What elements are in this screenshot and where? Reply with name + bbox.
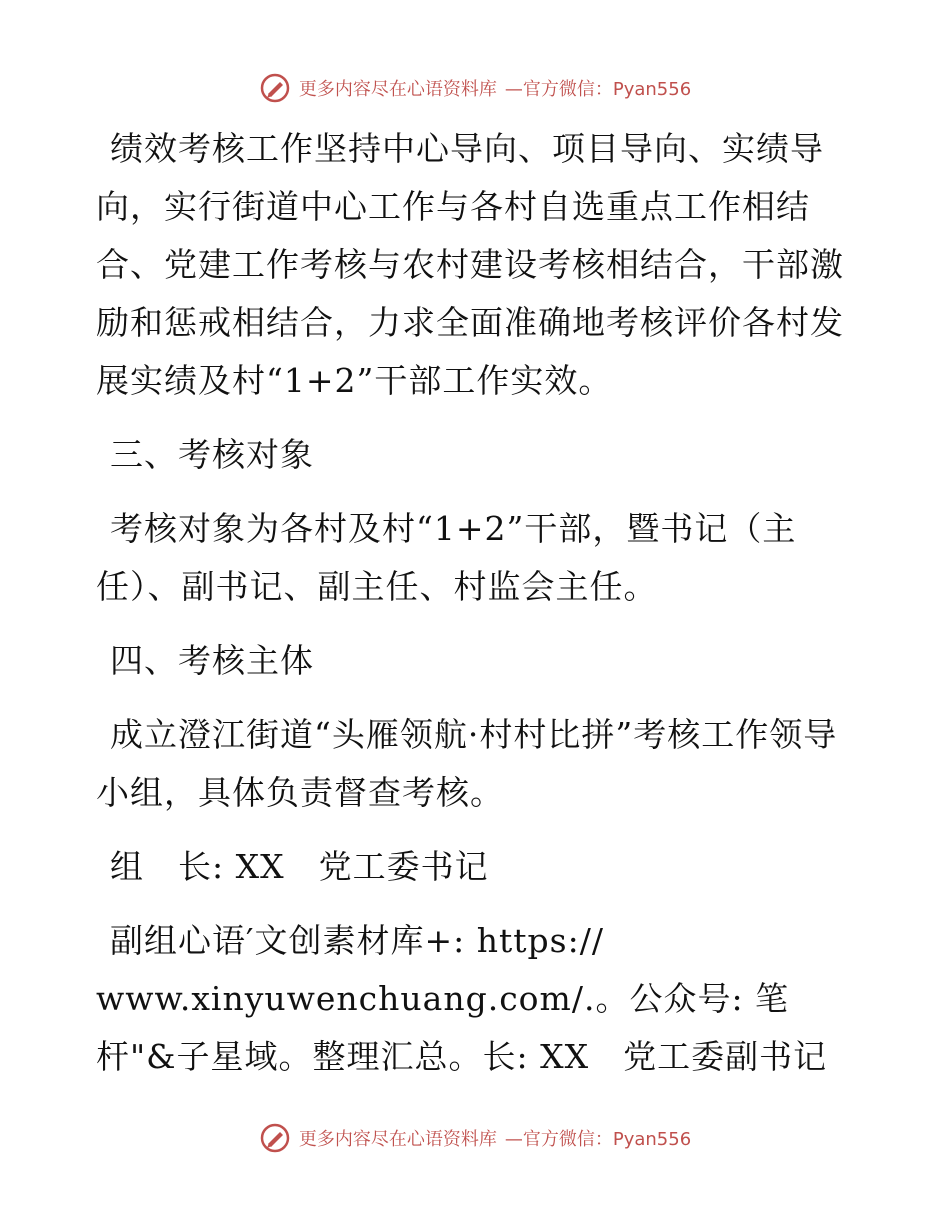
paragraph-assessment-body: 成立澄江街道“头雁领航·村村比拼”考核工作领导小组，具体负责督查考核。 xyxy=(96,715,838,812)
watermark-sub-text: —官方微信：Pyan556 xyxy=(504,79,692,100)
document-body xyxy=(96,120,856,1102)
paragraph-deputy-leader-line2: www.xinyuwenchuang.com/.。公众号: 笔杆"&子星域。整理汇总。长: XX 党工委副书记 xyxy=(96,979,828,1076)
heading-assessment-body: 四、考核主体 xyxy=(110,641,314,680)
pen-logo-icon xyxy=(259,72,291,104)
watermark-main-text: 更多内容尽在心语资料库 xyxy=(298,79,497,100)
heading-assessment-targets: 三、考核对象 xyxy=(110,435,314,474)
watermark-sub-text: —官方微信：Pyan556 xyxy=(504,1129,692,1150)
paragraph-deputy-leader-line1: 副组心语′文创素材库+: https:// xyxy=(110,921,604,960)
footer-watermark xyxy=(0,1122,950,1154)
paragraph-group-leader: 组 长: XX 党工委书记 xyxy=(110,847,489,886)
header-watermark xyxy=(0,72,950,104)
paragraph-principles: 绩效考核工作坚持中心导向、项目导向、实绩导向，实行街道中心工作与各村自选重点工作相结合、党建工作考核与农村建设考核相结合，干部激励和惩戒相结合，力求全面准确地考核评价各村发展实绩及村“1+2”干部工作实效。 xyxy=(96,129,844,400)
pen-logo-icon xyxy=(259,1122,291,1154)
watermark-main-text: 更多内容尽在心语资料库 xyxy=(298,1129,497,1150)
paragraph-assessment-targets: 考核对象为各村及村“1+2”干部，暨书记（主任）、副书记、副主任、村监会主任。 xyxy=(96,509,797,606)
